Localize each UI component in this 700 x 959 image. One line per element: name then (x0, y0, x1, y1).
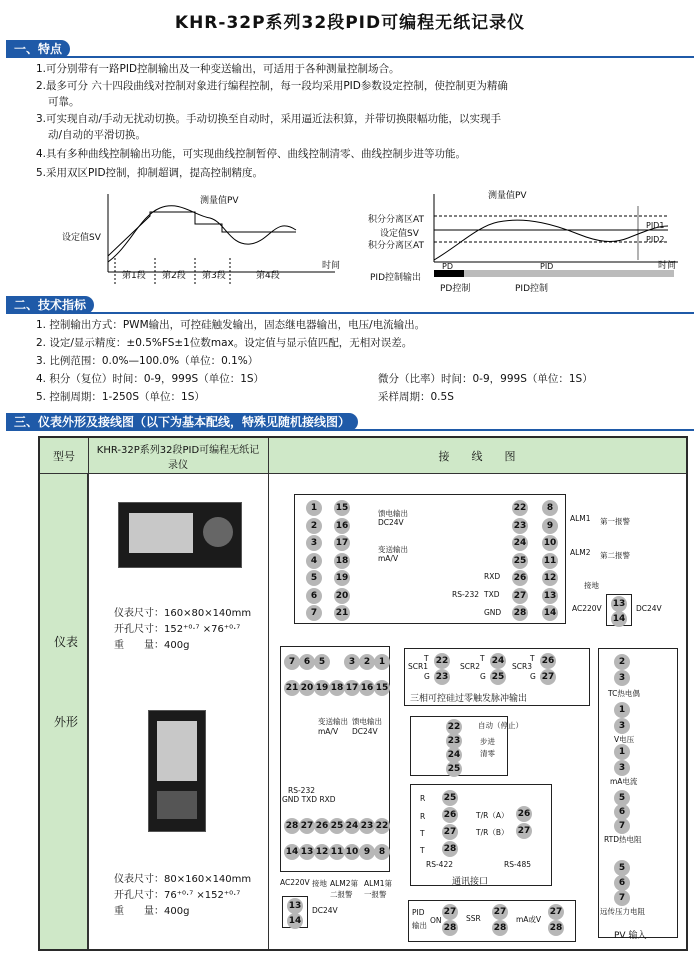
sv-label-right: 设定值SV (380, 229, 419, 239)
terminal-23: 23 (359, 818, 375, 834)
pid-out-on: ON (430, 916, 442, 925)
alm2-v: ALM2第二报警 (330, 879, 359, 899)
rtd-label: RTD热电阻 (604, 835, 642, 844)
spec-4a: 4. 积分（复位）时间：0-9，999S（单位：1S） (36, 373, 265, 385)
trans-output-v: 变送输出mA/V (318, 717, 348, 736)
time-label-right: 时间 (658, 261, 677, 271)
scr-g-scr1: G (424, 672, 430, 681)
pid1-label: PID1 (646, 221, 665, 230)
terminal-1: 1 (374, 654, 390, 670)
rs232-label: RS-232 (452, 590, 479, 599)
device-horizontal-image (118, 502, 242, 568)
label-scr1: SCR1 (408, 662, 428, 671)
terminal-22: 22 (446, 719, 462, 735)
txd-label: TXD (484, 590, 500, 599)
terminal-26: 26 (442, 807, 458, 823)
rs485-label: RS-485 (504, 860, 531, 869)
terminal-27: 27 (299, 818, 315, 834)
segment-1: 第1段 (122, 271, 146, 281)
terminal-13: 13 (299, 844, 315, 860)
terminal-mav-27: 27 (548, 904, 564, 920)
ac220v-v: AC220V (280, 878, 310, 887)
pv-label-right: 测量值PV (488, 191, 527, 201)
terminal-12: 12 (542, 570, 558, 586)
terminal-24: 24 (512, 535, 528, 551)
scr-t-scr3: T (530, 654, 535, 663)
spec-4b: 微分（比率）时间：0-9，999S（单位：1S） (378, 373, 593, 385)
terminal-25: 25 (512, 553, 528, 569)
section-specs-header: 二、技术指标 (6, 296, 94, 314)
terminal-on-27: 27 (442, 904, 458, 920)
rs422-t2: T (420, 846, 425, 855)
label-scr3: SCR3 (512, 662, 532, 671)
terminal-28: 28 (442, 841, 458, 857)
tc-terminal-2: 2 (614, 654, 630, 670)
at-low-label: 积分分离区AT (368, 241, 424, 251)
scr-g-scr2: G (480, 672, 486, 681)
terminal-25: 25 (329, 818, 345, 834)
terminal-17: 17 (344, 680, 360, 696)
terminal-23: 23 (512, 518, 528, 534)
terminal-3: 3 (344, 654, 360, 670)
auto-stop-label: 自动（停止） (478, 721, 523, 730)
feature-2-cont: 可靠。 (48, 96, 80, 108)
terminal-11: 11 (329, 844, 345, 860)
terminal-mav-28: 28 (548, 920, 564, 936)
dc24v-v: DC24V (312, 906, 338, 915)
terminal-10: 10 (344, 844, 360, 860)
terminal-11: 11 (542, 553, 558, 569)
terminal-16: 16 (359, 680, 375, 696)
rtd-terminal-7: 7 (614, 818, 630, 834)
col-wiring-head: 接 线 图 (268, 438, 686, 474)
rs422-r: R (420, 794, 426, 803)
tr-b-label: T/R（B） (476, 828, 509, 837)
dev2-hole: 开孔尺寸：76⁺⁰·⁷ ×152⁺⁰·⁷ (114, 890, 241, 901)
trans-output: 变送输出 (378, 545, 408, 554)
terminal-22: 22 (434, 653, 450, 669)
dev1-size: 仪表尺寸：160×80×140mm (114, 608, 252, 619)
v-terminal-1: 1 (614, 702, 630, 718)
dc24v-label: DC24V (636, 604, 662, 613)
tc-label: TC热电偶 (608, 689, 640, 698)
comm-caption: 通讯接口 (452, 877, 489, 887)
terminal-24: 24 (446, 747, 462, 763)
feed-output: 馈电输出 (378, 509, 408, 518)
remote-terminal-6: 6 (614, 875, 630, 891)
gnd-label: GND (484, 608, 502, 617)
rtd-terminal-6: 6 (614, 804, 630, 820)
pv-input-caption: PV 输入 (614, 931, 647, 941)
rs422-t: T (420, 829, 425, 838)
side-label-column (40, 474, 88, 949)
terminal-8: 8 (542, 500, 558, 516)
terminal-25: 25 (442, 790, 458, 806)
terminal-21: 21 (334, 605, 350, 621)
ac220v-label: AC220V (572, 604, 602, 613)
terminal-3: 3 (306, 535, 322, 551)
terminal-6: 6 (306, 588, 322, 604)
section-features-header: 一、特点 (6, 40, 70, 58)
feature-5: 5.采用双区PID控制，抑制超调，提高控制精度。 (36, 167, 264, 179)
remote-terminal-7: 7 (614, 890, 630, 906)
scr-g-scr3: G (530, 672, 536, 681)
terminal-9: 9 (542, 518, 558, 534)
rs232-v: RS-232 (288, 786, 315, 795)
pv-label-left: 测量值PV (200, 196, 239, 206)
terminal-26: 26 (540, 653, 556, 669)
rxd-label: RXD (484, 572, 501, 581)
terminal-4: 4 (306, 553, 322, 569)
grid-line (268, 438, 269, 949)
section-divider (6, 429, 694, 431)
terminal-7: 7 (306, 605, 322, 621)
spec-3: 3. 比例范围：0.0%—100.0%（单位：0.1%） (36, 355, 259, 367)
terminal-on-28: 28 (442, 920, 458, 936)
terminal-20: 20 (334, 588, 350, 604)
pid-out-mav: mA或V (516, 915, 542, 924)
terminal-25: 25 (490, 669, 506, 685)
spec-1: 1. 控制输出方式：PWM输出，可控硅触发输出，固态继电器输出，电压/电流输出。 (36, 319, 426, 331)
terminal-1: 1 (306, 500, 322, 516)
feature-2: 2.最多可分 六十四段曲线对控制对象进行编程控制，每一段均采用PID参数设定控制，使控制更为精确 (36, 80, 508, 92)
clear-label: 清零 (480, 749, 495, 758)
rtd-terminal-5: 5 (614, 790, 630, 806)
pid-out-output: 输出 (412, 921, 427, 930)
alm1-label: ALM1 (570, 514, 591, 523)
ground-label: 接地 (584, 581, 599, 590)
terminal-10: 10 (542, 535, 558, 551)
terminal-22: 22 (374, 818, 390, 834)
alm1-v: ALM1第一报警 (364, 879, 393, 899)
tc-terminal-3: 3 (614, 670, 630, 686)
remote-label: 远传压力电阻 (600, 907, 645, 916)
terminal-5: 5 (314, 654, 330, 670)
rs422-label: RS-422 (426, 860, 453, 869)
terminal-15: 15 (334, 500, 350, 516)
terminal-17: 17 (334, 535, 350, 551)
terminal-14: 14 (284, 844, 300, 860)
pd-control-label: PD控制 (440, 284, 471, 294)
time-label-left: 时间 (322, 261, 341, 271)
terminal-ssr-28: 28 (492, 920, 508, 936)
section-divider (6, 312, 694, 314)
terminal-13: 13 (611, 596, 627, 612)
dev2-size: 仪表尺寸：80×160×140mm (114, 874, 252, 885)
terminal-23: 23 (446, 733, 462, 749)
label-scr2: SCR2 (460, 662, 480, 671)
ma-terminal-1: 1 (614, 744, 630, 760)
device-vertical-image (148, 710, 206, 832)
ma-terminal-3: 3 (614, 760, 630, 776)
terminal-ssr-27: 27 (492, 904, 508, 920)
pid-out-pid: PID (412, 908, 425, 917)
section-divider (6, 56, 694, 58)
feature-4: 4.具有多种曲线控制输出功能，可实现曲线控制暂停、曲线控制清零、曲线控制步进等功能。 (36, 148, 467, 160)
step-label: 步进 (480, 737, 495, 746)
terminal-18: 18 (334, 553, 350, 569)
terminal-24: 24 (490, 653, 506, 669)
ma-label: mA电流 (610, 777, 638, 786)
terminal-12: 12 (314, 844, 330, 860)
terminal-20: 20 (299, 680, 315, 696)
section-wiring-header: 三、仪表外形及接线图（以下为基本配线，特殊见随机接线图） (6, 413, 358, 431)
feature-3-cont: 动/自动的平滑切换。 (48, 129, 147, 141)
terminal-8: 8 (374, 844, 390, 860)
terminal-22: 22 (512, 500, 528, 516)
terminal-27: 27 (540, 669, 556, 685)
terminal-7: 7 (284, 654, 300, 670)
feature-3: 3.可实现自动/手动无扰动切换。手动切换至自动时，采用逼近法积算，并带切换限幅功能，以实现手 (36, 113, 502, 125)
remote-terminal-5: 5 (614, 860, 630, 876)
terminal-25: 25 (446, 761, 462, 777)
grid-line (88, 438, 89, 949)
dev2-weight: 重 量：400g (114, 906, 190, 917)
v-terminal-3: 3 (614, 718, 630, 734)
terminal-14-v: 14 (287, 913, 303, 929)
spec-5a: 5. 控制周期：1-250S（单位：1S） (36, 391, 205, 403)
terminal-19: 19 (334, 570, 350, 586)
terminal-18: 18 (329, 680, 345, 696)
scr-t-scr2: T (480, 654, 485, 663)
spec-2: 2. 设定/显示精度：±0.5%FS±1位数max。设定值与显示值匹配，无相对误差。 (36, 337, 413, 349)
terminal-24: 24 (344, 818, 360, 834)
pid-control-label: PID控制 (515, 284, 549, 294)
terminal-23: 23 (434, 669, 450, 685)
terminal-13: 13 (542, 588, 558, 604)
terminal-2: 2 (306, 518, 322, 534)
col-product-head: KHR-32P系列32段PID可编程无纸记录仪 (88, 438, 268, 474)
terminal-2: 2 (359, 654, 375, 670)
trans-mav: mA/V (378, 554, 399, 563)
feature-1: 1.可分别带有一路PID控制输出及一种变送输出，可适用于各种测量控制场合。 (36, 63, 400, 75)
terminal-9: 9 (359, 844, 375, 860)
terminal-13-v: 13 (287, 898, 303, 914)
alarm1-label: 第一报警 (600, 517, 630, 526)
tr-a-label: T/R（A） (476, 811, 509, 820)
terminal-28: 28 (284, 818, 300, 834)
col-model-head: 型号 (40, 438, 88, 474)
rs422-r2: R (420, 812, 426, 821)
terminal-28: 28 (512, 605, 528, 621)
gnd-txd-rxd: GND TXD RXD (282, 795, 336, 804)
segment-4: 第4段 (256, 271, 280, 281)
dev1-weight: 重 量：400g (114, 640, 190, 651)
terminal-16: 16 (334, 518, 350, 534)
alm2-label: ALM2 (570, 548, 591, 557)
at-high-label: 积分分离区AT (368, 215, 424, 225)
terminal-6: 6 (299, 654, 315, 670)
terminal-26: 26 (314, 818, 330, 834)
pd-bar-label: PD (442, 262, 453, 271)
scr-t-scr1: T (424, 654, 429, 663)
segment-2: 第2段 (162, 271, 186, 281)
terminal-27: 27 (516, 823, 532, 839)
pid2-label: PID2 (646, 235, 665, 244)
feed-output-v: 馈电输出DC24V (352, 717, 382, 736)
terminal-27: 27 (512, 588, 528, 604)
terminal-14: 14 (611, 611, 627, 627)
feed-dc24v: DC24V (378, 518, 404, 527)
scr-caption: 三相可控硅过零触发脉冲输出 (410, 694, 528, 704)
terminal-15: 15 (374, 680, 390, 696)
terminal-14: 14 (542, 605, 558, 621)
alarm2-label: 第二报警 (600, 551, 630, 560)
terminal-26: 26 (516, 806, 532, 822)
pid-bar-label: PID (540, 262, 554, 271)
pid-out-ssr: SSR (466, 914, 481, 923)
spec-5b: 采样周期：0.5S (378, 391, 454, 403)
dev1-hole: 开孔尺寸：152⁺⁰·⁷ ×76⁺⁰·⁷ (114, 624, 241, 635)
pid-output-label: PID控制输出 (370, 273, 422, 283)
sv-label-left: 设定值SV (62, 233, 101, 243)
terminal-21: 21 (284, 680, 300, 696)
terminal-27: 27 (442, 824, 458, 840)
terminal-5: 5 (306, 570, 322, 586)
terminal-26: 26 (512, 570, 528, 586)
page-title: KHR-32P系列32段PID可编程无纸记录仪 (174, 13, 526, 33)
segment-3: 第3段 (202, 271, 226, 281)
side-label-bottom: 外形 (54, 715, 79, 729)
v-label: V电压 (614, 735, 635, 744)
ground-v: 接地 (312, 879, 327, 888)
terminal-19: 19 (314, 680, 330, 696)
side-label-top: 仪表 (54, 635, 79, 649)
